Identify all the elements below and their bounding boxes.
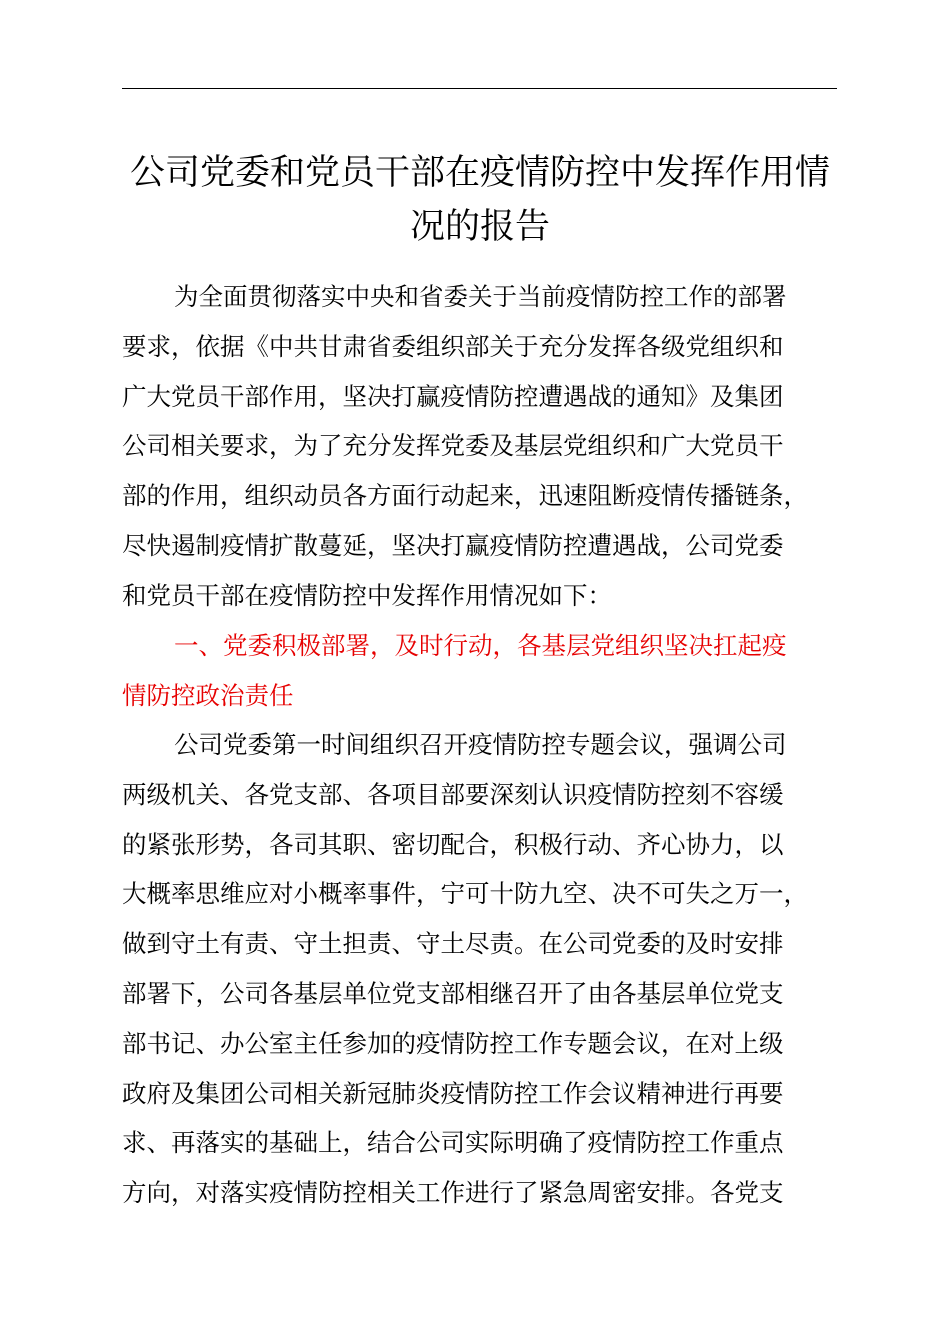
paragraph-line: 公司党委第一时间组织召开疫情防控专题会议，强调公司 [174,730,787,759]
paragraph-line: 大概率思维应对小概率事件，宁可十防九空、决不可失之万一， [122,879,808,909]
heading-line: 一、党委积极部署，及时行动，各基层党组织坚决扛起疫 [174,631,787,660]
intro-paragraph [122,272,842,621]
header-rule [122,88,837,89]
paragraph-line: 做到守土有责、守土担责、守土尽责。在公司党委的及时安排 [122,929,784,959]
paragraph-line: 要求，依据《中共甘肃省委组织部关于充分发挥各级党组织和 [122,331,784,361]
title-line: 公司党委和党员干部在疫情防控中发挥作用情 [129,153,830,193]
paragraph-line: 部书记、办公室主任参加的疫情防控工作专题会议，在对上级 [122,1028,784,1058]
paragraph-line: 尽快遏制疫情扩散蔓延，坚决打赢疫情防控遭遇战，公司党委 [122,530,784,560]
paragraph-line: 政府及集团公司相关新冠肺炎疫情防控工作会议精神进行再要 [122,1078,784,1108]
paragraph-line: 为全面贯彻落实中央和省委关于当前疫情防控工作的部署 [174,282,787,311]
section-heading-1 [122,621,842,721]
paragraph-line: 公司相关要求，为了充分发挥党委及基层党组织和广大党员干 [122,431,784,461]
paragraph-line: 两级机关、各党支部、各项目部要深刻认识疫情防控刻不容缓 [122,779,784,809]
paragraph-line: 求、再落实的基础上，结合公司实际明确了疫情防控工作重点 [122,1128,784,1158]
paragraph-line: 部署下，公司各基层单位党支部相继召开了由各基层单位党支 [122,978,784,1008]
paragraph-line: 广大党员干部作用，坚决打赢疫情防控遭遇战的通知》及集团 [122,381,784,411]
document-title [100,146,860,254]
paragraph-line: 的紧张形势，各司其职、密切配合，积极行动、齐心协力，以 [122,829,784,859]
paragraph-line: 和党员干部在疫情防控中发挥作用情况如下： [122,580,612,610]
section-1-paragraph [122,720,842,1218]
heading-line: 情防控政治责任 [122,680,294,710]
title-line: 况的报告 [409,207,550,247]
paragraph-line: 部的作用，组织动员各方面行动起来，迅速阻断疫情传播链条， [122,481,808,511]
paragraph-line: 方向，对落实疫情防控相关工作进行了紧急周密安排。各党支 [122,1178,784,1208]
